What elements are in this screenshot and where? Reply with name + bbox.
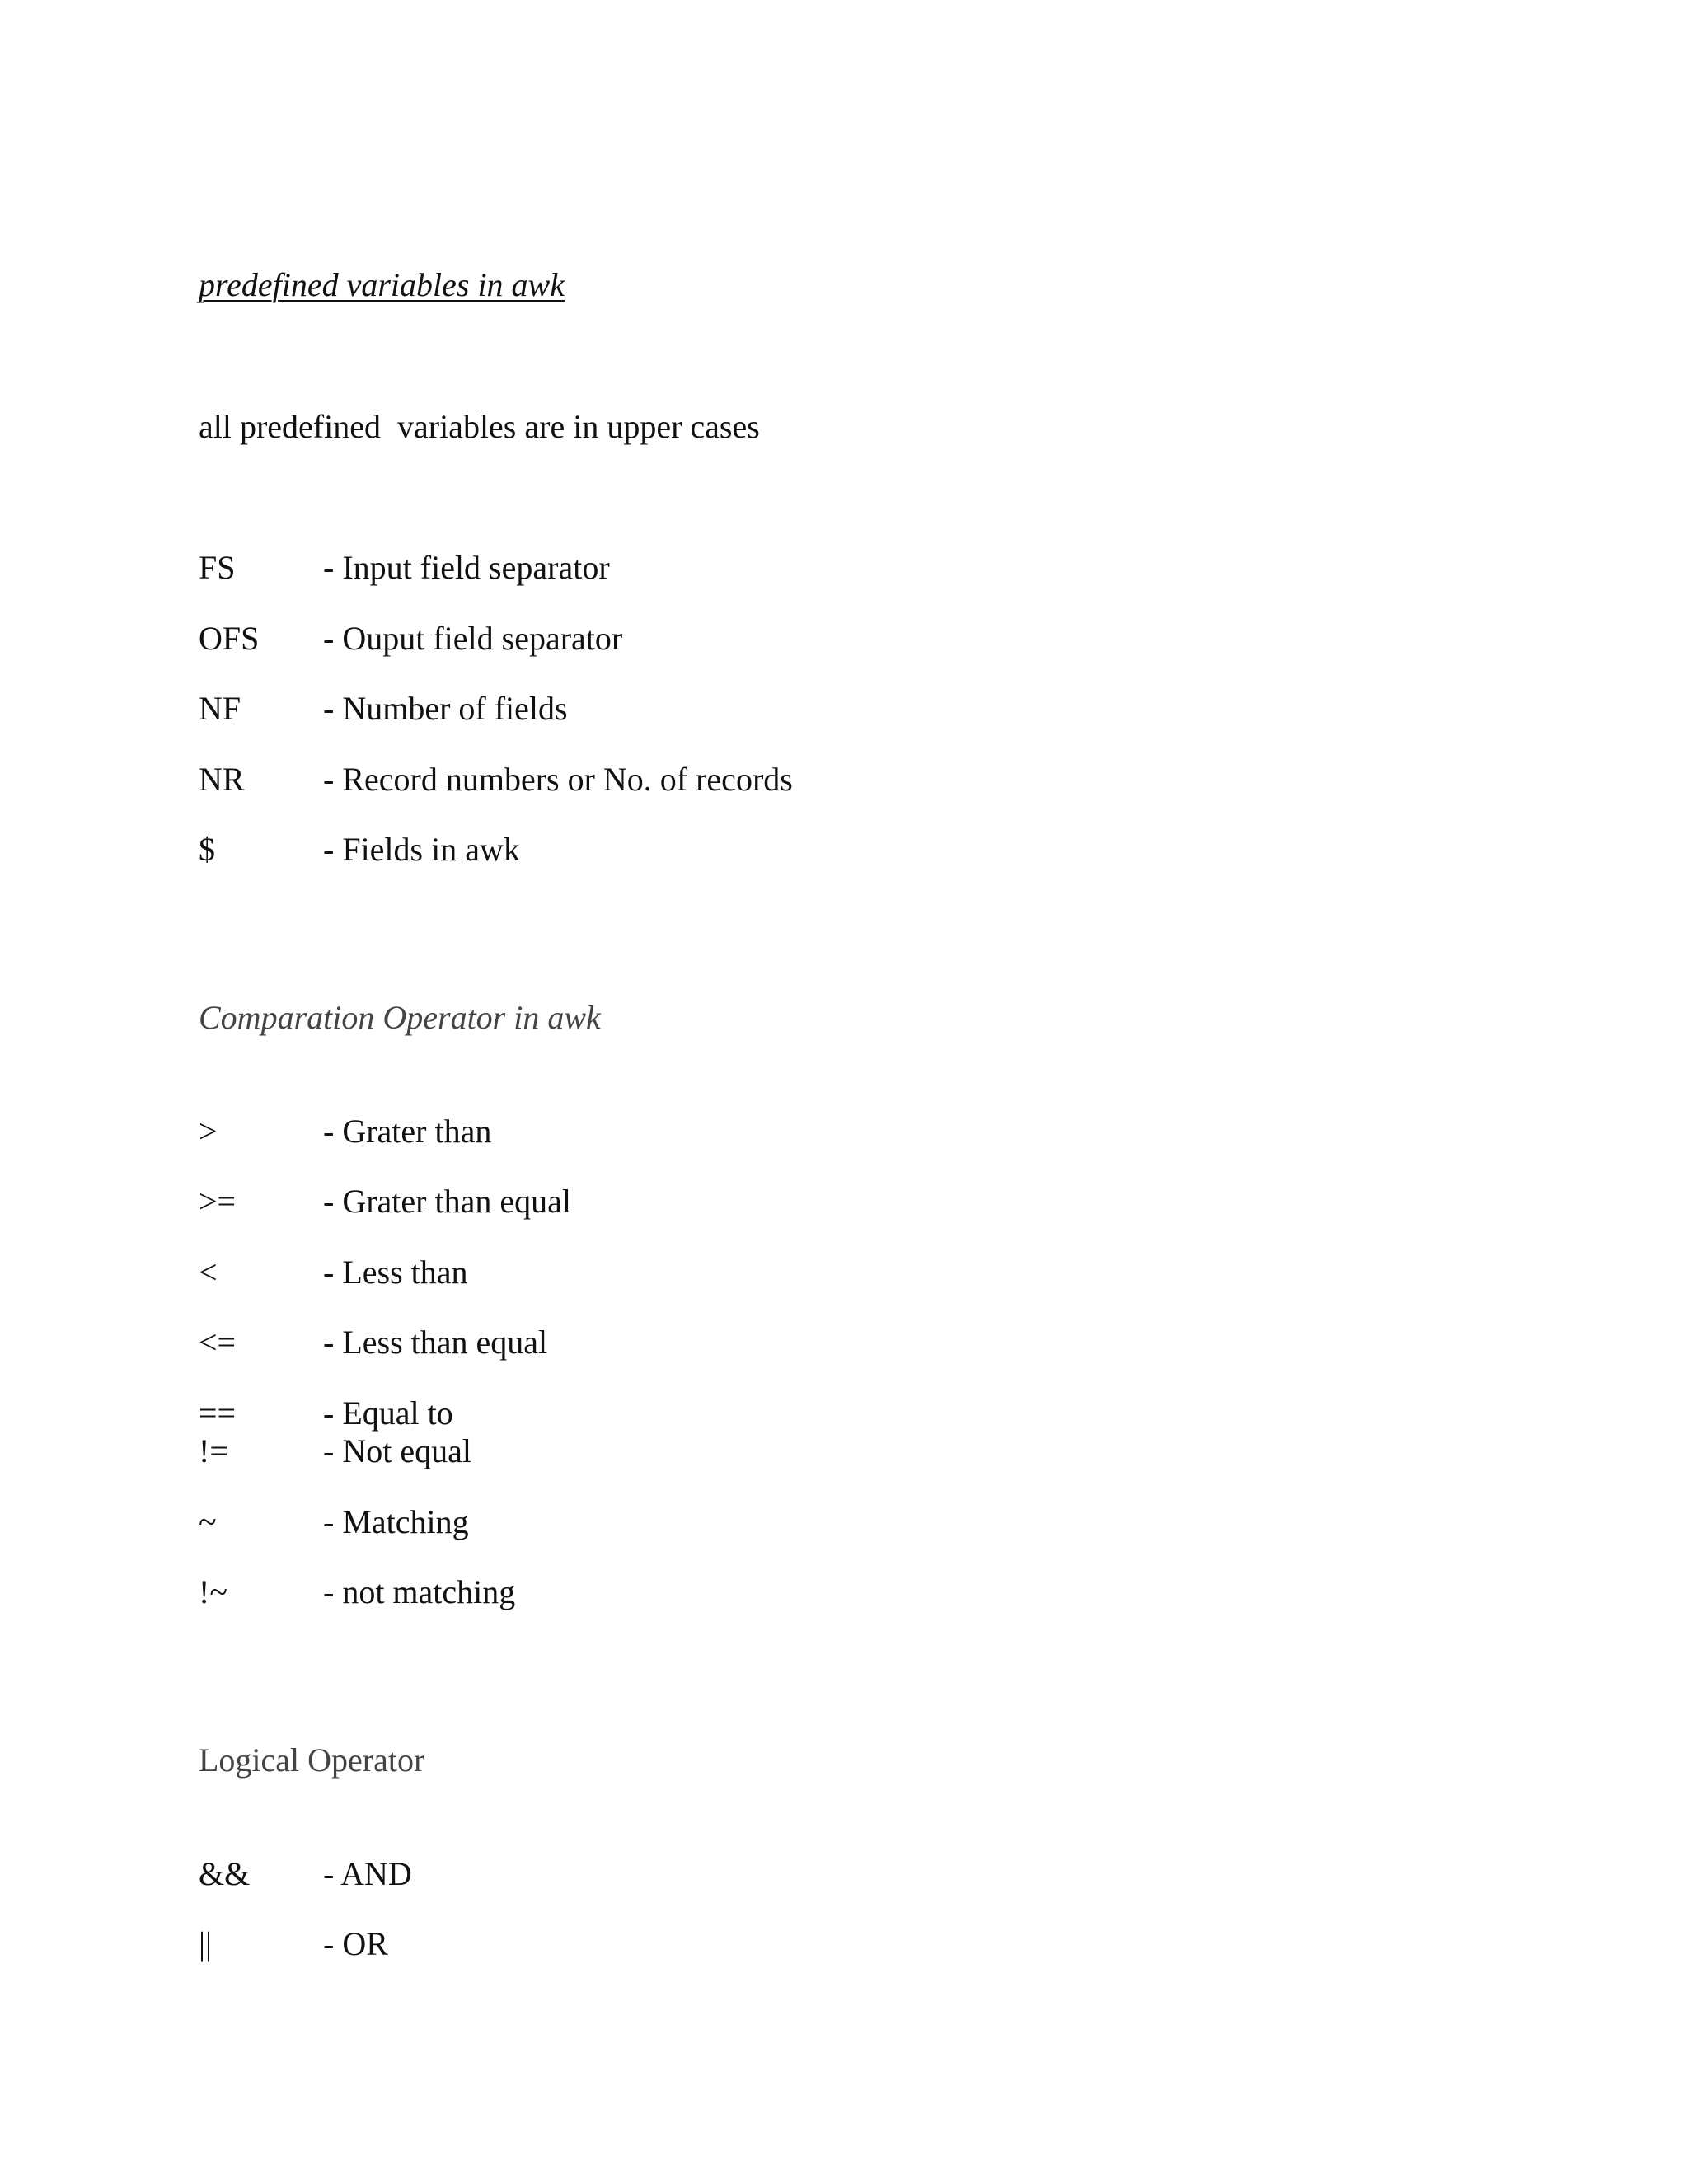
comparison-row-lt bbox=[199, 1253, 468, 1292]
variable-description: - Ouput field separator bbox=[323, 620, 623, 657]
operator-description: - OR bbox=[323, 1925, 388, 1962]
operator-description: - not matching bbox=[323, 1573, 516, 1610]
comparison-row-match bbox=[199, 1502, 469, 1542]
operator-symbol: && bbox=[199, 1855, 251, 1892]
operator-symbol: != bbox=[199, 1432, 228, 1469]
variable-symbol: FS bbox=[199, 549, 236, 586]
predefined-row-dollar bbox=[199, 830, 520, 869]
operator-description: - Less than bbox=[323, 1254, 468, 1291]
operator-symbol: <= bbox=[199, 1324, 237, 1361]
comparison-row-lte bbox=[199, 1323, 548, 1362]
operator-symbol: !~ bbox=[199, 1573, 227, 1610]
logical-heading: Logical Operator bbox=[199, 1741, 425, 1779]
operator-description: - Not equal bbox=[323, 1432, 471, 1469]
comparison-row-gt bbox=[199, 1112, 492, 1151]
predefined-row-fs bbox=[199, 548, 610, 588]
operator-symbol: >= bbox=[199, 1183, 237, 1220]
operator-symbol: > bbox=[199, 1113, 218, 1150]
operator-description: - AND bbox=[323, 1855, 412, 1892]
predefined-row-nf bbox=[199, 689, 568, 729]
variable-symbol: $ bbox=[199, 831, 215, 868]
comparison-row-gte bbox=[199, 1182, 571, 1221]
variable-description: - Input field separator bbox=[323, 549, 610, 586]
comparison-row-neq bbox=[199, 1432, 471, 1471]
variable-description: - Fields in awk bbox=[323, 831, 520, 868]
operator-symbol: < bbox=[199, 1254, 218, 1291]
comparison-row-not-match bbox=[199, 1572, 516, 1612]
logical-row-and bbox=[199, 1854, 412, 1894]
comparison-row-eq bbox=[199, 1394, 453, 1433]
operator-description: - Equal to bbox=[323, 1394, 453, 1432]
predefined-heading: predefined variables in awk bbox=[199, 266, 565, 303]
predefined-note: all predefined variables are in upper cases bbox=[199, 408, 760, 445]
variable-description: - Number of fields bbox=[323, 690, 568, 727]
variable-symbol: OFS bbox=[199, 620, 260, 657]
comparison-heading: Comparation Operator in awk bbox=[199, 999, 601, 1036]
predefined-row-ofs bbox=[199, 619, 623, 658]
variable-symbol: NR bbox=[199, 761, 245, 798]
operator-symbol: == bbox=[199, 1394, 237, 1432]
operator-description: - Less than equal bbox=[323, 1324, 548, 1361]
logical-row-or bbox=[199, 1924, 388, 1964]
operator-symbol: || bbox=[199, 1925, 213, 1962]
variable-symbol: NF bbox=[199, 690, 241, 727]
operator-symbol: ~ bbox=[199, 1503, 217, 1540]
operator-description: - Matching bbox=[323, 1503, 469, 1540]
variable-description: - Record numbers or No. of records bbox=[323, 761, 793, 798]
operator-description: - Grater than bbox=[323, 1113, 492, 1150]
predefined-row-nr bbox=[199, 760, 793, 799]
operator-description: - Grater than equal bbox=[323, 1183, 571, 1220]
